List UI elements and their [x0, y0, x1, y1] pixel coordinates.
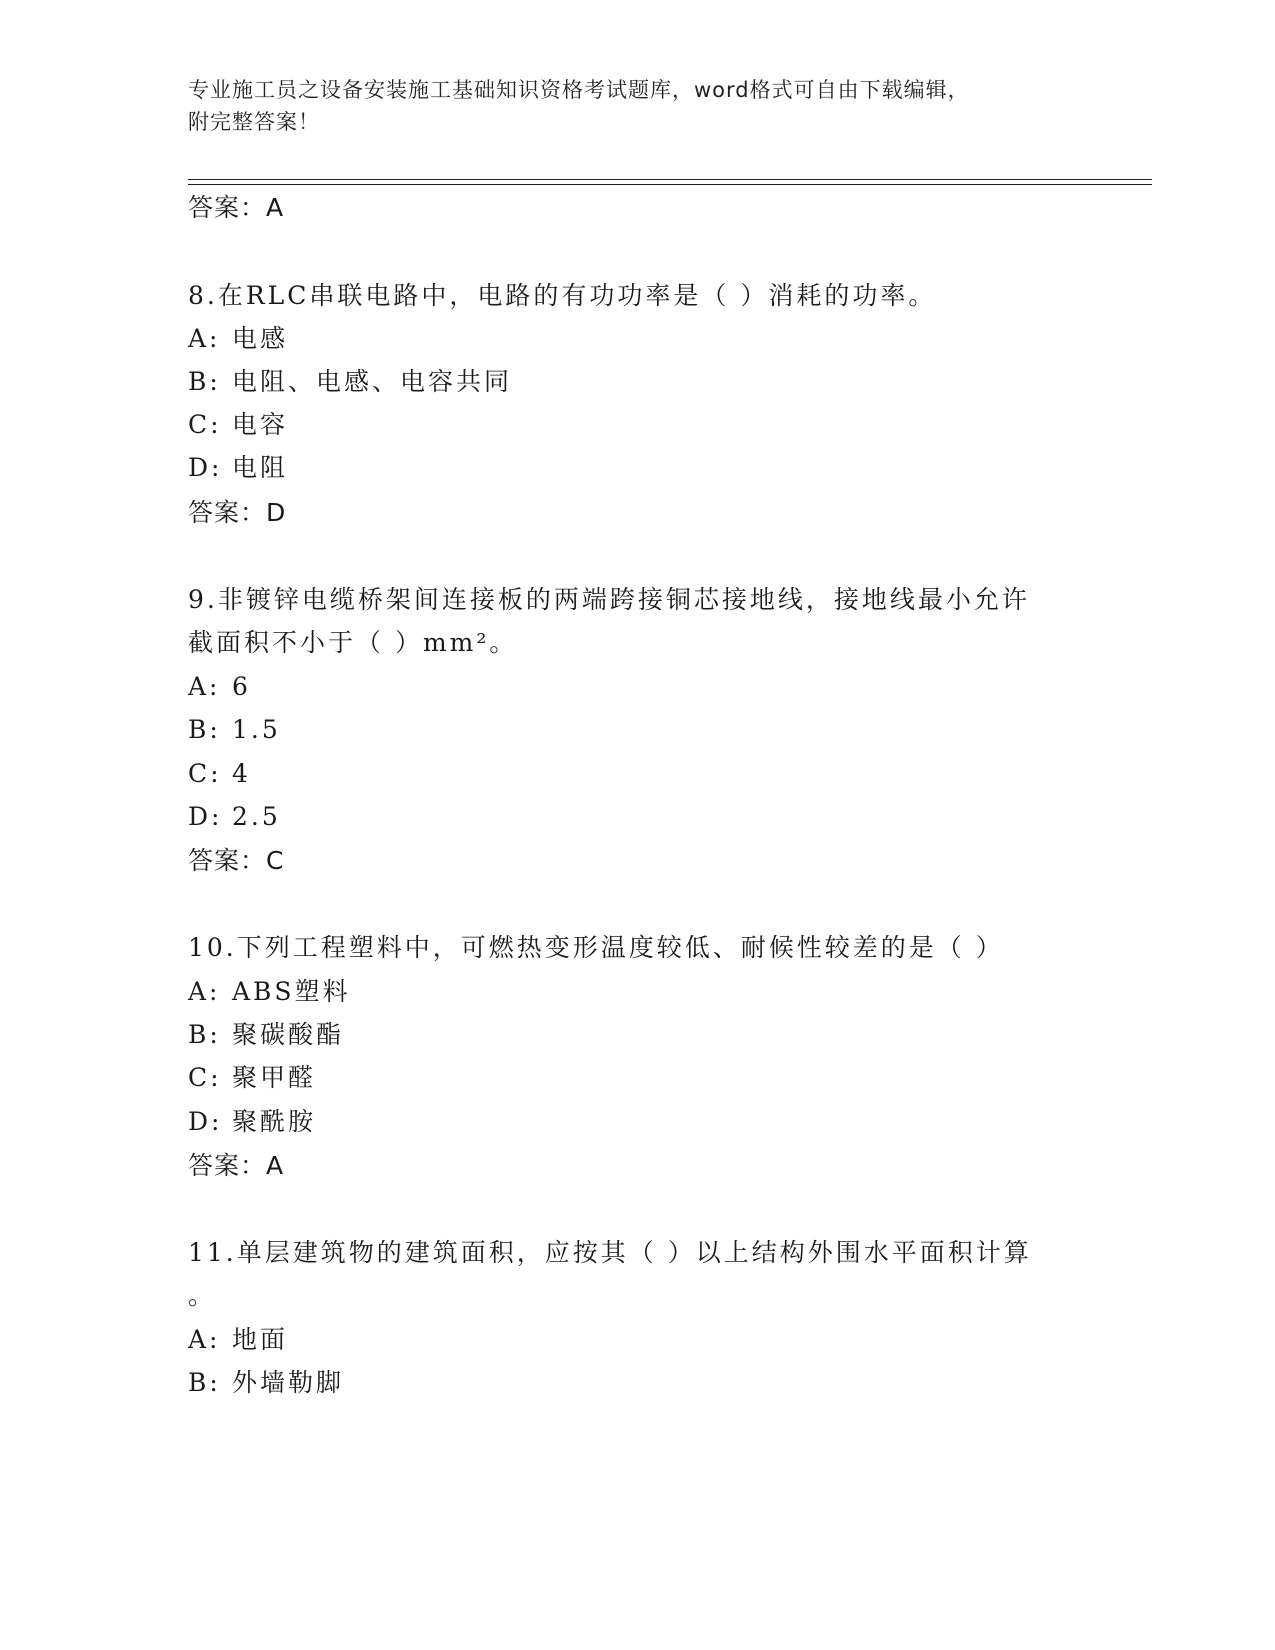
question-11-option-a — [188, 1324, 288, 1356]
question-11-stem-line-1: 11.单层建筑物的建筑面积，应按其（ ）以上结构外围水平面积计算 — [188, 1238, 1032, 1267]
option-label: A: — [188, 672, 221, 701]
option-label: D: — [188, 1107, 223, 1136]
option-label: C: — [188, 1063, 222, 1092]
question-9-option-a — [188, 671, 251, 703]
header-divider-top — [188, 179, 1152, 180]
option-label: C: — [188, 759, 222, 788]
option-label: D: — [188, 453, 223, 482]
option-label: A: — [188, 1325, 221, 1354]
question-10-answer: 答案：A — [188, 1151, 285, 1180]
question-10-option-a — [188, 976, 351, 1008]
header-divider-bottom — [188, 184, 1152, 185]
option-text: 外墙勒脚 — [232, 1368, 345, 1397]
document-header — [188, 74, 1068, 138]
option-text: 1.5 — [232, 715, 281, 744]
question-8-option-b — [188, 366, 512, 398]
question-11-option-b — [188, 1367, 344, 1399]
option-text: 6 — [232, 672, 251, 701]
option-label: A: — [188, 324, 221, 353]
previous-answer: 答案：A — [188, 193, 285, 222]
question-9-option-b — [188, 714, 281, 746]
question-9-option-c — [188, 758, 251, 790]
option-text: 电阻 — [232, 453, 289, 482]
question-8-answer: 答案：D — [188, 498, 287, 527]
option-label: B: — [188, 1368, 221, 1397]
option-label: B: — [188, 367, 221, 396]
question-8-option-c — [188, 409, 288, 441]
header-line-2: 附完整答案！ — [188, 110, 320, 134]
question-8-stem: 8.在RLC串联电路中，电路的有功功率是（ ）消耗的功率。 — [188, 281, 937, 310]
question-10-stem: 10.下列工程塑料中，可燃热变形温度较低、耐候性较差的是（ ） — [188, 933, 1004, 962]
option-label: D: — [188, 802, 223, 831]
option-label: B: — [188, 715, 221, 744]
option-label: A: — [188, 977, 221, 1006]
option-text: 地面 — [232, 1325, 289, 1354]
question-8-option-a — [188, 323, 288, 355]
option-text: 聚酰胺 — [232, 1107, 317, 1136]
question-11-stem-line-2: 。 — [188, 1281, 217, 1310]
option-text: 电感 — [232, 324, 289, 353]
question-10-option-c — [188, 1062, 316, 1094]
header-line-1: 专业施工员之设备安装施工基础知识资格考试题库，word格式可自由下载编辑， — [188, 78, 970, 102]
question-9-option-d — [188, 801, 281, 833]
question-8-option-d — [188, 452, 288, 484]
option-text: 4 — [232, 759, 251, 788]
question-9-stem-line-2: 截面积不小于（ ）mm²。 — [188, 628, 518, 657]
option-text: 电阻、电感、电容共同 — [232, 367, 513, 396]
option-text: 电容 — [232, 410, 289, 439]
question-10-option-d — [188, 1106, 316, 1138]
option-label: C: — [188, 410, 222, 439]
option-text: 聚碳酸酯 — [232, 1020, 345, 1049]
question-10-option-b — [188, 1019, 344, 1051]
option-text: ABS塑料 — [232, 977, 351, 1006]
option-text: 2.5 — [232, 802, 281, 831]
question-9-answer: 答案：C — [188, 846, 285, 875]
question-9-stem-line-1: 9.非镀锌电缆桥架间连接板的两端跨接铜芯接地线，接地线最小允许 — [188, 585, 1030, 614]
option-label: B: — [188, 1020, 221, 1049]
option-text: 聚甲醛 — [232, 1063, 317, 1092]
